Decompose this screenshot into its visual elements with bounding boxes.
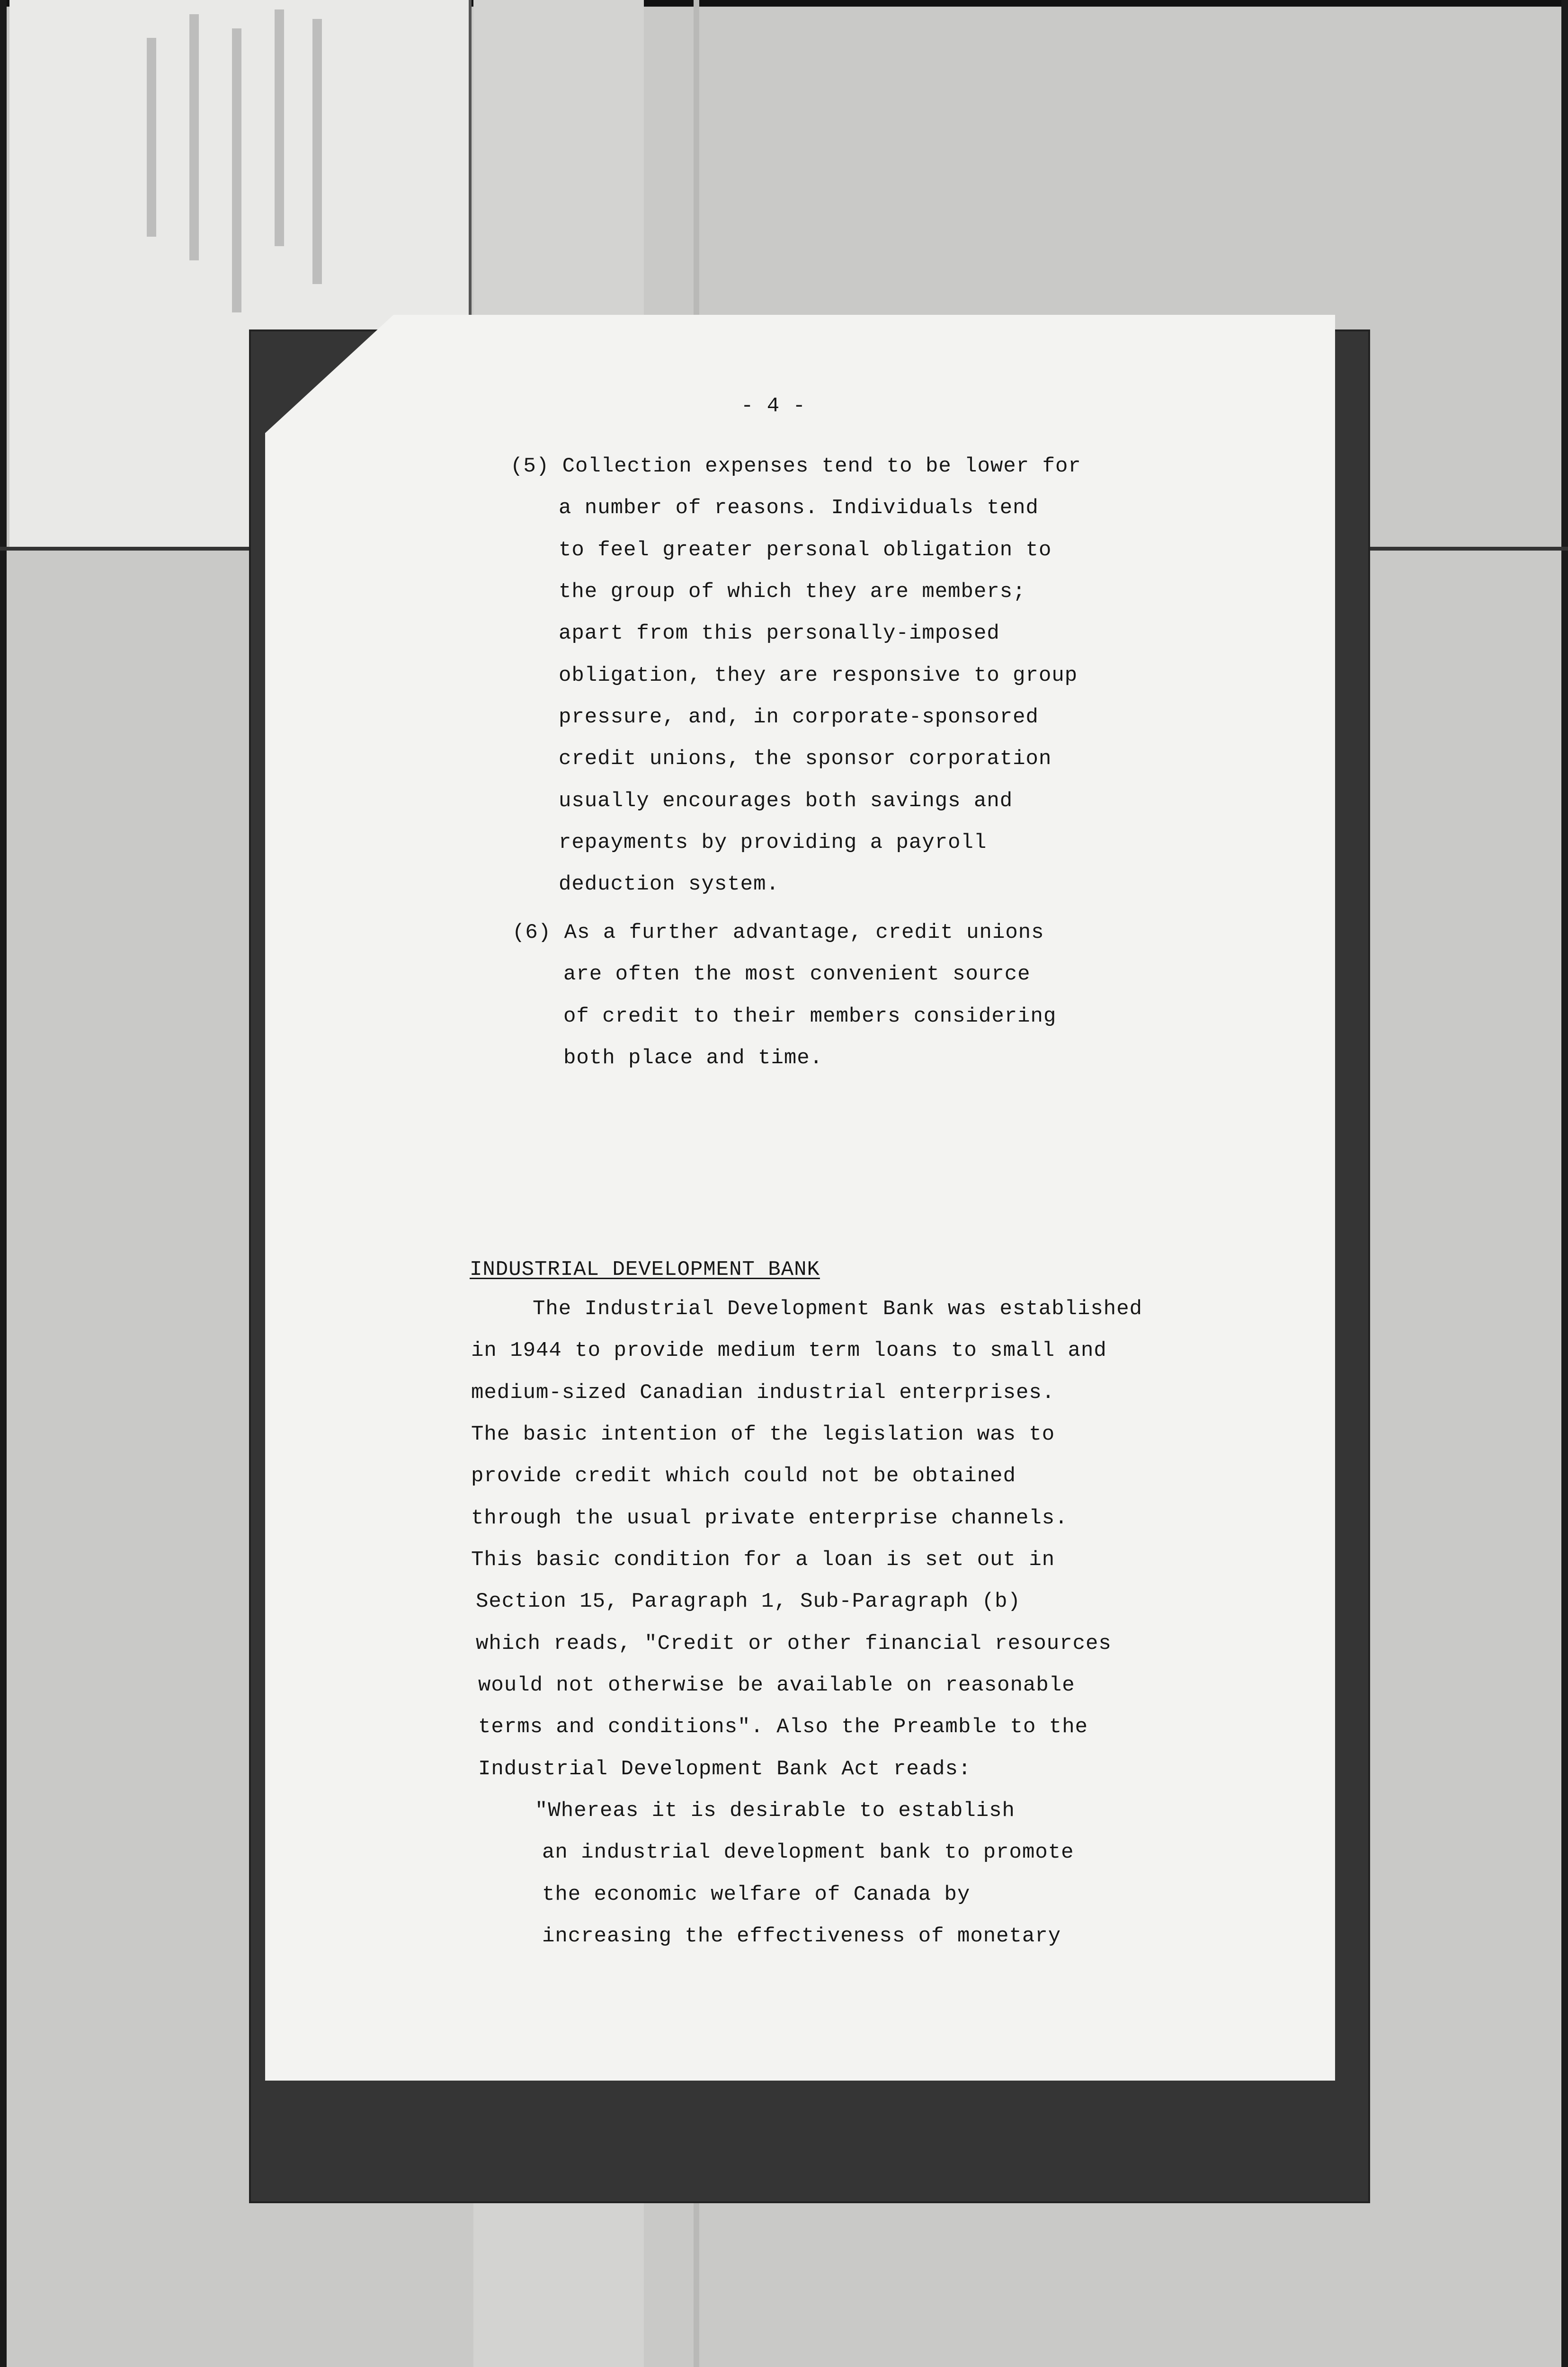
text-line: terms and conditions". Also the Preamble to the [478, 1715, 1088, 1739]
text-line: The basic intention of the legislation was to [471, 1423, 1055, 1446]
text-line: apart from this personally-imposed [559, 622, 1000, 645]
section-heading: INDUSTRIAL DEVELOPMENT BANK [470, 1258, 820, 1281]
text-line: The Industrial Development Bank was established [533, 1297, 1143, 1321]
text-line: Industrial Development Bank Act reads: [478, 1757, 971, 1781]
text-line: of credit to their members considering [563, 1005, 1057, 1028]
text-line: usually encourages both savings and [559, 789, 1013, 813]
text-line: medium-sized Canadian industrial enterprises. [471, 1381, 1055, 1405]
text-line: through the usual private enterprise channels. [471, 1506, 1068, 1530]
text-line: This basic condition for a loan is set out in [471, 1548, 1055, 1572]
text-line: would not otherwise be available on reasonable [478, 1673, 1075, 1697]
text-line: a number of reasons. Individuals tend [559, 496, 1039, 520]
page-number: - 4 - [741, 394, 806, 418]
text-line: the economic welfare of Canada by [542, 1883, 971, 1906]
text-line: "Whereas it is desirable to establish [535, 1799, 1015, 1823]
text-line: both place and time. [563, 1046, 823, 1070]
text-line: pressure, and, in corporate-sponsored [559, 705, 1039, 729]
film-edge-left [0, 0, 7, 2367]
text-line: Section 15, Paragraph 1, Sub-Paragraph (b) [476, 1590, 1021, 1613]
text-line: are often the most convenient source [563, 962, 1031, 986]
bleed-through-line [147, 38, 156, 237]
text-line: repayments by providing a payroll [559, 831, 987, 854]
film-edge-right [1561, 0, 1568, 2367]
text-line: obligation, they are responsive to group [559, 664, 1078, 687]
text-line: deduction system. [559, 872, 779, 896]
text-line: which reads, "Credit or other financial resources [476, 1632, 1112, 1655]
text-line: in 1944 to provide medium term loans to small and [471, 1339, 1107, 1362]
bleed-through-line [312, 19, 322, 284]
text-line: (5) Collection expenses tend to be lower for [510, 454, 1081, 478]
text-line: credit unions, the sponsor corporation [559, 747, 1052, 771]
bleed-through-line [275, 9, 284, 246]
bleed-through-line [189, 14, 199, 260]
text-line: increasing the effectiveness of monetary [542, 1924, 1061, 1948]
text-line: provide credit which could not be obtained [471, 1464, 1016, 1488]
text-line: (6) As a further advantage, credit unions [512, 921, 1044, 944]
text-line: to feel greater personal obligation to [559, 538, 1052, 562]
text-line: an industrial development bank to promote [542, 1841, 1074, 1864]
text-line: the group of which they are members; [559, 580, 1026, 604]
bleed-through-line [232, 28, 241, 312]
